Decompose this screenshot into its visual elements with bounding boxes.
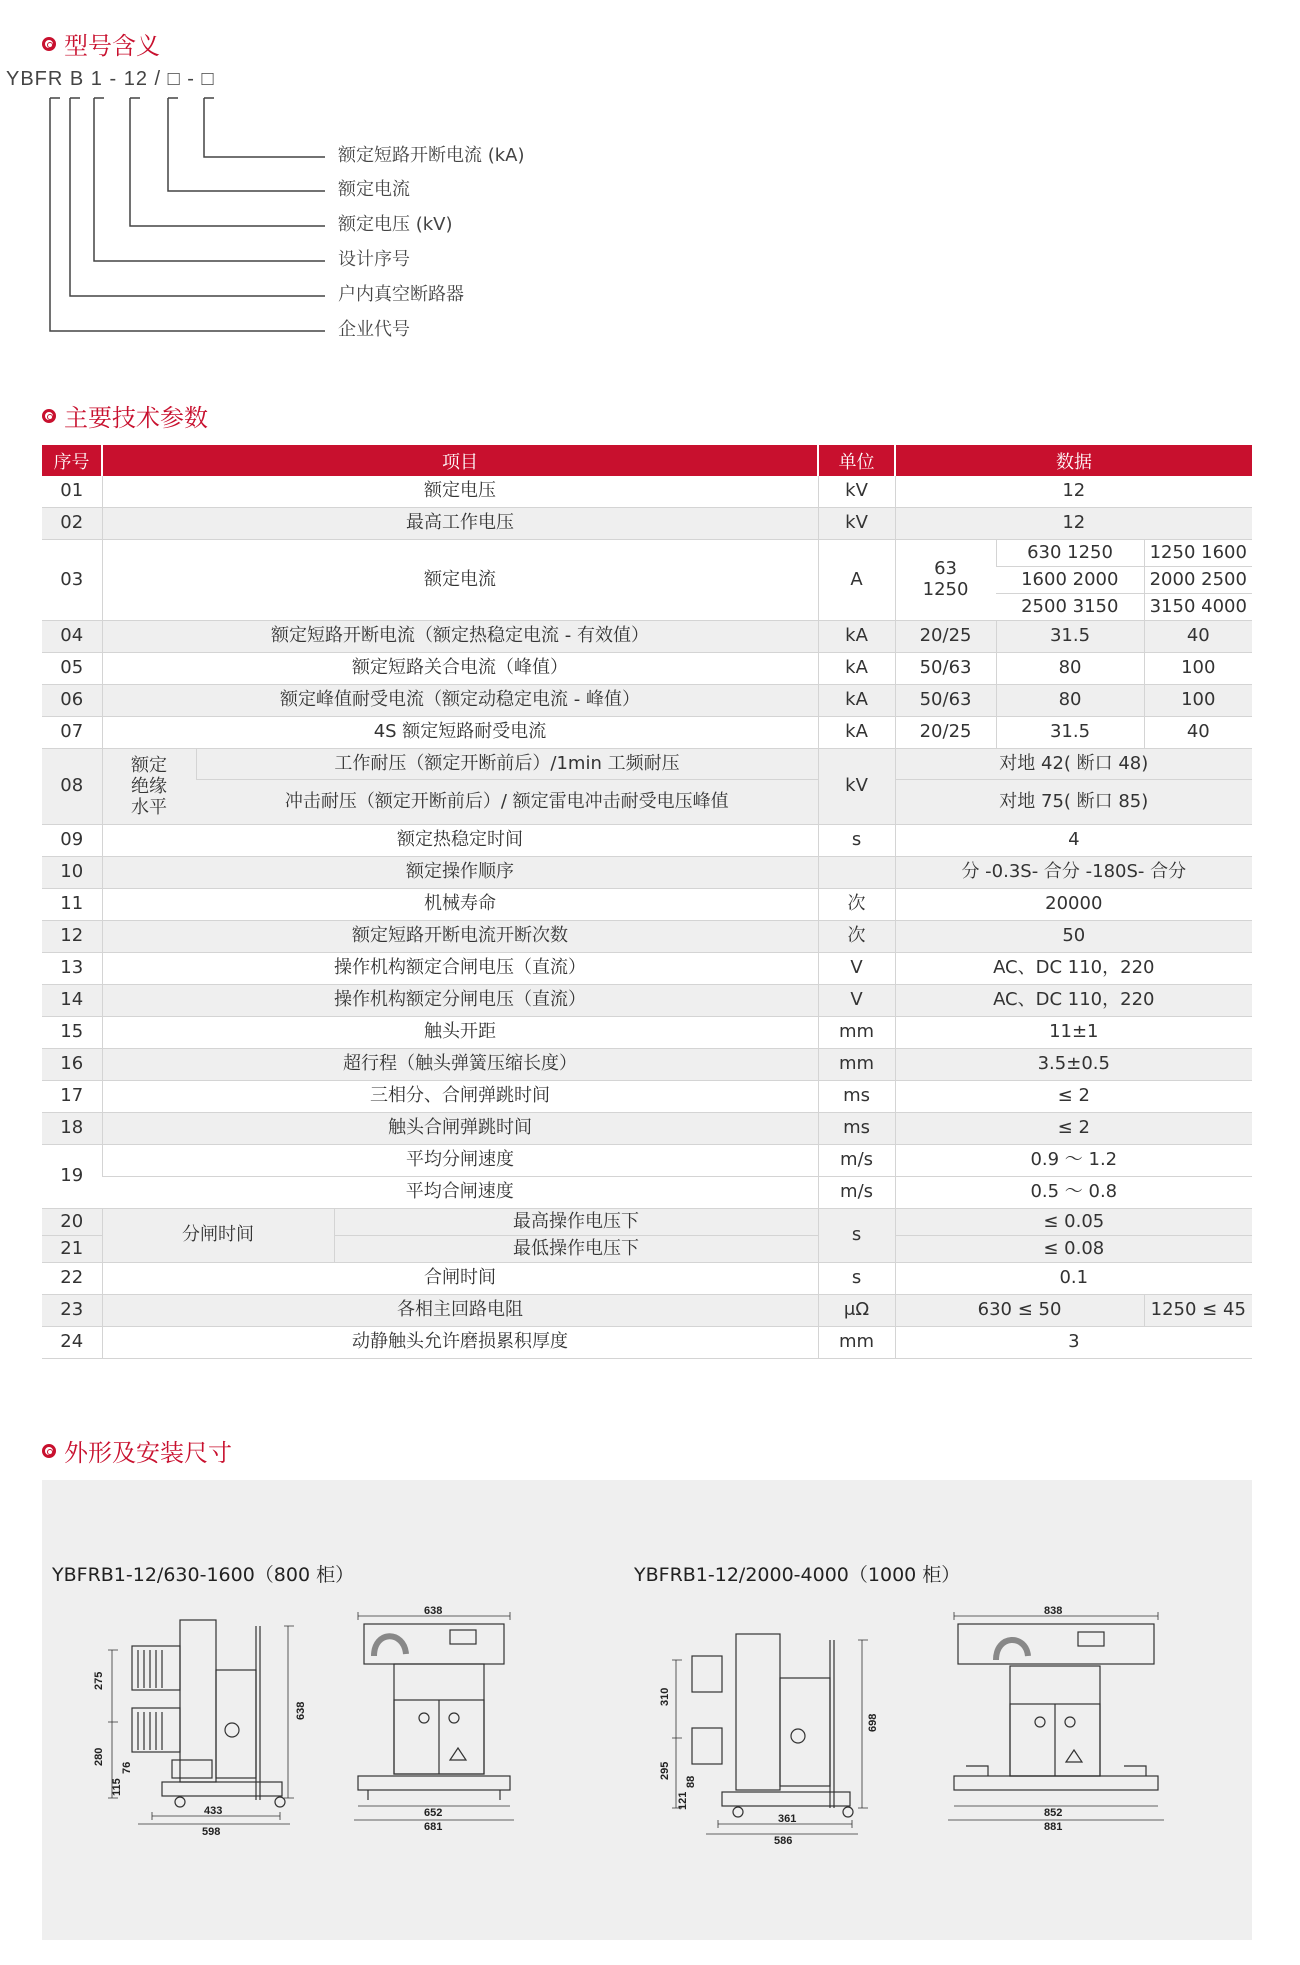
dim-label: 586 <box>774 1835 793 1847</box>
header-unit: 单位 <box>818 445 895 476</box>
model-label-breaking-current: 额定短路开断电流 (kA) <box>338 145 525 166</box>
table-row: 14 操作机构额定分闸电压（直流） V AC、DC 110，220 <box>42 985 1252 1017</box>
table-row: 冲击耐压（额定开断前后）/ 额定雷电冲击耐受电压峰值 对地 75( 断口 85) <box>42 780 1252 825</box>
breaker-side-view-800 <box>92 1610 332 1838</box>
table-row: 07 4S 额定短路耐受电流 kA 20/25 31.5 40 <box>42 717 1252 749</box>
drawing-caption-right: YBFRB1-12/2000-4000（1000 柜） <box>634 1564 961 1586</box>
dim-label: 638 <box>424 1605 443 1617</box>
table-row: 04 额定短路开断电流（额定热稳定电流 - 有效值） kA 20/25 31.5 40 <box>42 621 1252 653</box>
table-row: 23 各相主回路电阻 μΩ 630 ≤ 50 1250 ≤ 45 <box>42 1295 1252 1327</box>
dim-label: 88 <box>685 1775 697 1788</box>
dim-label: 881 <box>1044 1821 1063 1833</box>
model-code-leader-lines <box>0 0 600 360</box>
table-row: 10 额定操作顺序 分 -0.3S- 合分 -180S- 合分 <box>42 857 1252 889</box>
ring-icon <box>42 409 56 423</box>
table-row: 24 动静触头允许磨损累积厚度 mm 3 <box>42 1327 1252 1359</box>
table-row: 16 超行程（触头弹簧压缩长度） mm 3.5±0.5 <box>42 1049 1252 1081</box>
table-row: 11 机械寿命 次 20000 <box>42 889 1252 921</box>
spec-table <box>42 445 1252 1359</box>
dim-label: 838 <box>1044 1605 1063 1617</box>
section-title-params: 主要技术参数 <box>42 398 208 433</box>
table-row: 06 额定峰值耐受电流（额定动稳定电流 - 峰值） kA 50/63 80 100 <box>42 685 1252 717</box>
table-row: 12 额定短路开断电流开断次数 次 50 <box>42 921 1252 953</box>
table-row: 15 触头开距 mm 11±1 <box>42 1017 1252 1049</box>
dim-label: 121 <box>677 1791 689 1810</box>
dim-label: 852 <box>1044 1807 1063 1819</box>
header-item: 项目 <box>102 445 818 476</box>
model-code: YBFR B 1 - 12 / □ - □ <box>6 68 215 90</box>
breaker-front-view-1000 <box>948 1605 1164 1833</box>
table-row: 22 合闸时间 s 0.1 <box>42 1263 1252 1295</box>
table-row: 2500 3150 3150 4000 <box>42 594 1252 621</box>
breaker-side-view-1000 <box>659 1620 902 1847</box>
section-title-dimensions: 外形及安装尺寸 <box>42 1433 232 1468</box>
dim-label: 638 <box>295 1701 307 1720</box>
model-label-type: 户内真空断路器 <box>338 284 464 305</box>
dim-label: 280 <box>93 1747 105 1766</box>
dim-label: 361 <box>778 1813 797 1825</box>
table-row: 05 额定短路关合电流（峰值） kA 50/63 80 100 <box>42 653 1252 685</box>
table-row: 18 触头合闸弹跳时间 ms ≤ 2 <box>42 1113 1252 1145</box>
dim-label: 295 <box>659 1761 671 1780</box>
drawings-panel <box>42 1480 1252 1940</box>
table-row: 21 最低操作电压下 ≤ 0.08 <box>42 1236 1252 1263</box>
dim-label: 310 <box>659 1687 671 1706</box>
table-row: 08 额定 绝缘 水平 工作耐压（额定开断前后）/1min 工频耐压 kV 对地 42( 断口 48) <box>42 749 1252 780</box>
table-row: 20 分闸时间 最高操作电压下 s ≤ 0.05 <box>42 1209 1252 1236</box>
table-row: 平均合闸速度 m/s 0.5 ～ 0.8 <box>42 1177 1252 1209</box>
table-row: 19 平均分闸速度 m/s 0.9 ～ 1.2 <box>42 1145 1252 1177</box>
model-label-company-code: 企业代号 <box>338 319 410 340</box>
breaker-front-view-800 <box>354 1605 514 1833</box>
dim-label: 433 <box>204 1805 223 1817</box>
model-label-rated-voltage: 额定电压 (kV) <box>338 214 453 235</box>
dim-label: 681 <box>424 1821 443 1833</box>
dim-label: 275 <box>93 1671 105 1690</box>
dim-label: 115 <box>111 1778 123 1796</box>
table-row: 1600 2000 2000 2500 <box>42 567 1252 594</box>
dim-label: 76 <box>121 1761 133 1774</box>
dim-label: 698 <box>867 1713 879 1732</box>
model-label-design-no: 设计序号 <box>338 249 410 270</box>
table-row: 17 三相分、合闸弹跳时间 ms ≤ 2 <box>42 1081 1252 1113</box>
drawing-caption-left: YBFRB1-12/630-1600（800 柜） <box>52 1564 355 1586</box>
dim-label: 652 <box>424 1807 443 1819</box>
ring-icon <box>42 1444 56 1458</box>
header-data: 数据 <box>895 445 1252 476</box>
table-row: 02 最高工作电压 kV 12 <box>42 508 1252 540</box>
table-row: 09 额定热稳定时间 s 4 <box>42 825 1252 857</box>
model-label-rated-current: 额定电流 <box>338 179 410 200</box>
header-no: 序号 <box>42 445 102 476</box>
table-row: 01 额定电压 kV 12 <box>42 476 1252 508</box>
table-row: 03 额定电流 A 63 1250 630 1250 1250 1600 <box>42 540 1252 567</box>
dim-label: 598 <box>202 1826 221 1838</box>
table-header <box>42 445 1252 476</box>
section-title-model: 型号含义 <box>42 26 160 61</box>
table-row: 13 操作机构额定合闸电压（直流） V AC、DC 110，220 <box>42 953 1252 985</box>
